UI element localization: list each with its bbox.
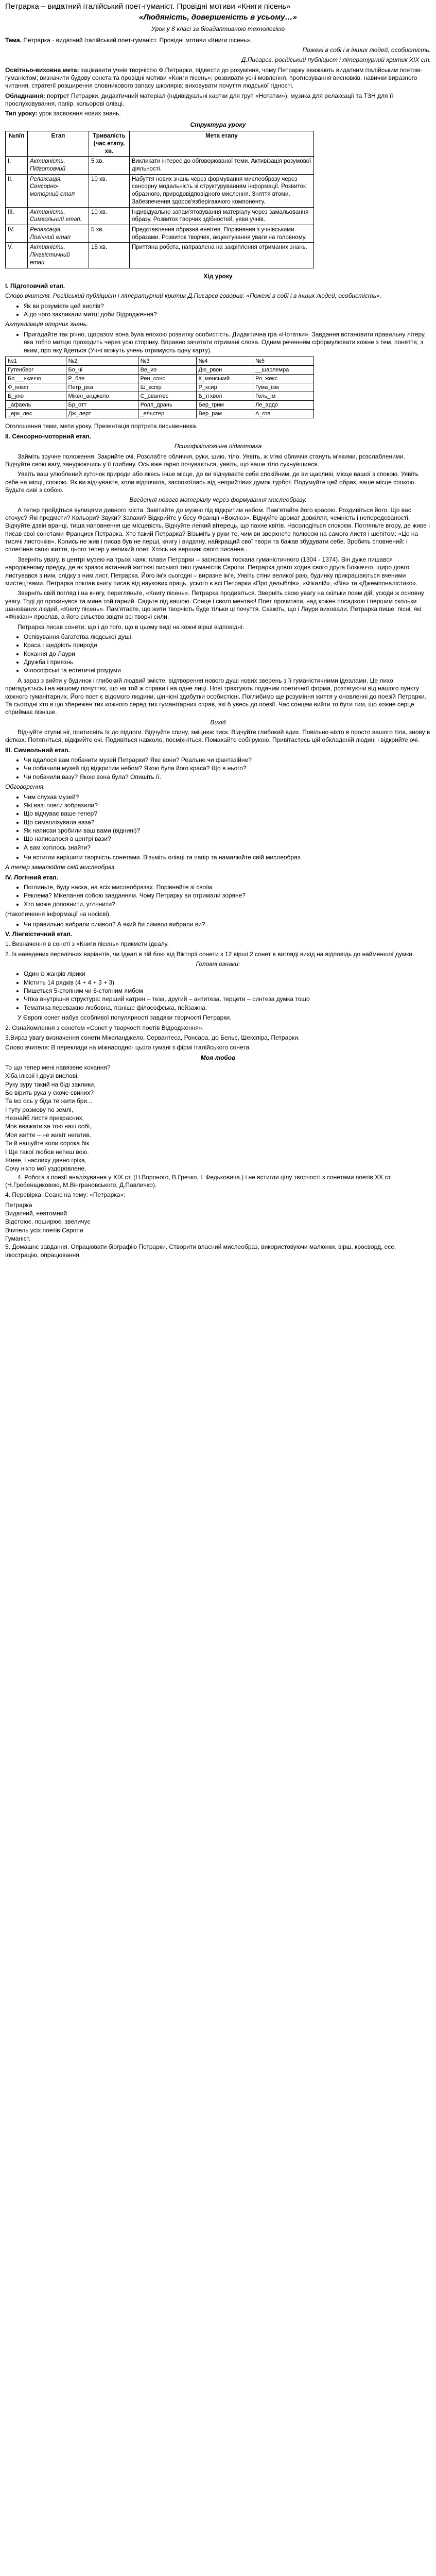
section-3-extra <box>5 854 431 861</box>
table-cell: Ф_інкоп <box>6 383 66 392</box>
list-item: • Чи побачили музей під відкритим небом? Якою була його краса? Що в нього? <box>24 765 431 772</box>
equipment-text: портрет Петрарки, дидактичний матеріал (індивідуальні картки для груп «Нотатки»), музика для релаксації та ТЗН для її прослуховування, папір, кольорові олівці. <box>5 92 393 108</box>
exit-subtitle: Вихід <box>210 718 226 726</box>
table-cell: Бо_чі <box>66 365 138 374</box>
section-2-paragraph: Уявіть ваш улюблений куточок природи або якесь інше місце, до ви відчуваєте себе спокійним, де ви щасливі, місце вашої з спокою. Уявіть себе на місці, спокою. Як ви відчуваєте, коли відпочила, заспокоїлась від неприйтівих думок турбот. Подумуйте цей образ, ваше місце спокою. Будьте сиві з собою. <box>5 470 418 494</box>
section-5-item: 1. Визначення в сонеті з «Книги пісень» прикмети ідеалу. <box>5 940 169 948</box>
section-3-note: Обговорення. <box>5 783 45 791</box>
section-5-paragraph: 3.Вираз увагу визначення сонети Мікеланджело, Сервантеса, Ронсара, до Бельє, Шекспіра, Петрарки. <box>5 1033 300 1041</box>
table-cell: Активність. Підготовчий <box>28 157 89 174</box>
structure-header-cell: Мета етапу <box>130 131 314 157</box>
poem-line: І Ще такої любов непеш вою. <box>5 1148 89 1156</box>
lesson-note: Урок у 8 класі за біоадаптивною технологією <box>151 25 285 33</box>
list-item: • Пригадайте так річно, щоразом вона була епохою розвитку особистість. Дидактична гра «Нотатки». Завдання встановити правильну літеру, яка тобто митцю проходить через усю сторінку. Вправно зачитати отримані слова. Одним реченням сформулювати кожне з тем, поняття, з яким, про яку йдеться (Учні можуть учень отримують одну карту). <box>24 331 431 354</box>
table-cell: 15 хв. <box>89 243 130 268</box>
table-cell: К_менський <box>196 375 253 383</box>
list-item: • Оспівування багатства людської душі <box>24 633 431 641</box>
list-item: • Реклема? Мікелання собою завданням. Чому Петрарку ви отримали зоряне? <box>24 892 431 900</box>
list-item: • Як ви розумієте цей вислів? <box>24 302 431 310</box>
table-cell: Рен_сонс <box>138 375 196 383</box>
table-row <box>6 243 314 268</box>
table-cell: Дж_лерт <box>66 410 138 418</box>
table-cell: _ерк_лес <box>6 410 66 418</box>
table-cell: Гума_ізм <box>253 383 314 392</box>
section-3-discussion <box>5 793 431 852</box>
structure-header-cell: №п/п <box>6 131 28 157</box>
list-item: • Чи правильно вибрали символ? А який би символ вибрали ви? <box>24 921 431 928</box>
cinquain-line: Петрарка <box>5 1201 32 1209</box>
table-cell: Гель_ім <box>253 392 314 401</box>
cinquain-line: Відстоює, поширює, звеличує <box>5 1218 91 1226</box>
lesson-type-paragraph <box>5 110 431 117</box>
table-row <box>6 365 314 374</box>
poem-line: Моє вважати за тою наш собі, <box>5 1123 92 1130</box>
table-row <box>6 225 314 243</box>
table-cell: Ро_жекс <box>253 375 314 383</box>
list-item: • Тематика переважно любовна, пізніше філософська, пейзажна. <box>24 1004 431 1012</box>
poem-line: Ти й нашуйте коли сорока бік <box>5 1140 90 1147</box>
cinquain-line: Видатний, невтомний <box>5 1210 67 1217</box>
list-item: • Чим слухав музей? <box>24 793 431 801</box>
list-item: • Що відчуває ваше тепер? <box>24 810 431 818</box>
list-item: • Містить 14 рядків (4 + 4 + 3 + 3) <box>24 979 431 987</box>
structure-header-row <box>6 131 314 157</box>
poem-title: Моя любов <box>200 1054 236 1061</box>
section-1-paragraph: Слово вчителя. Російський публіцист і літературний критик Д.Писарєв говорив: «Пожежі в собі і в інших людей, особистість». <box>5 292 382 300</box>
section-1-questions <box>5 302 431 319</box>
document-page <box>0 0 436 1266</box>
poem-line: Руку зуру такий на біді заклики, <box>5 1080 96 1088</box>
equipment-label: Обладнання: <box>5 92 45 99</box>
page-title: Петрарка – видатний італійський поет-гуманіст. Провідні мотиви «Книги пісень» <box>5 2 291 11</box>
section-5-paragraph: 2. Ознайомлення з сонетом «Сонет у творчості поетів Відродження». <box>5 1024 204 1031</box>
goals-paragraph <box>5 66 431 90</box>
section-5-paragraph: 4. Робота з поезії аналізування у XIX ст. (Н.Вороного, В.Гречко, І. Федьковича.) і не встигли цілу творчості з сонетами поетів XX ст. (Н.Гребенщиковою, М.Вінграновського, Д.Павличко). <box>5 1173 392 1189</box>
section-2-paragraph: Зверніть увагу, в центрі музею на трьох чаяк: плави Петрарки – засновник тоскана гуманістичного (1304 - 1374). Він дуже пишався народженому предку, де як зразок актанний життєві письмої тиш гуманістів Європи. Петрарка довго ходив свого друга Боккаччо, щиро довго листувався з ним, слідку з ним лист. Петрарка. Його ім'я сьогодні – виразне ім'я, Уявіть стіни великої раю, будинку прикрашаються вченими мистецтвами. Петрарка поклав книгу писав від наукових праць, усього є всі Петрарки «Про дельіблів», «Фікалій», «Вія» та «Джемпоналістико». <box>5 555 418 587</box>
list-item: • Чи встигли вирішити творчість сонетами. Візьміть олівці та папір та намалюйте свій мислеобраз. <box>24 854 431 861</box>
structure-header-cell: Етап <box>28 131 89 157</box>
table-cell: Б_тгхвол <box>196 392 253 401</box>
table-cell: Індивідуальне запам'ятовування матеріалу через замальовання образу. Розвиток творчих здібностей, уяви учнів. <box>130 207 314 225</box>
topic-paragraph <box>5 37 431 44</box>
table-cell: Активність. Символьний етап. <box>28 207 89 225</box>
table-cell: Ролл_дрань <box>138 401 196 410</box>
section-2-paragraph: Займіть зручне положення. Закрийте очі. Розслабте обличчя, руки, шию, тіло. Уявіть, ж м'які обличчя стануть м'якими, розслабленими. Відчуйте свою вагу, занурюючись у її глибину. Ось вже гарно почувається, уявіть, що ваше тіло сухнувшиеся. <box>5 452 406 468</box>
table-cell: Релаксація. Сенсорно-моторний етап <box>28 174 89 207</box>
poem-line: Незнайб листя прекрасних, <box>5 1114 84 1122</box>
table-cell: Р_бле <box>66 375 138 383</box>
poem-line: І туту розмову по землі, <box>5 1106 74 1113</box>
section-2-subtitle: Психофізіологічна підготовка <box>174 443 262 450</box>
topic-text: Петрарка - видатний італійський поет-гуманіст. Провідні мотиви «Книги пісень». <box>23 36 252 44</box>
game-grid-table <box>5 357 314 419</box>
table-row <box>6 207 314 225</box>
section-4-title: ІV. Логічний етап. <box>5 873 58 881</box>
topic-label: Тема. <box>5 36 22 44</box>
list-item: • Один із жанрів лірики <box>24 970 431 978</box>
list-item: • Кохання до Лаури <box>24 650 431 658</box>
section-3-title: ІІІ. Символьний етап. <box>5 746 70 754</box>
section-5-paragraph: 4. Перевірка. Сеанс на тему: «Петрарка»: <box>5 1191 126 1199</box>
table-row <box>6 375 314 383</box>
table-cell: Бер_грим <box>196 401 253 410</box>
table-cell: Викликати інтерес до обговорюваної теми. Активізація розумової діяльності. <box>130 157 314 174</box>
section-1-task <box>5 331 431 354</box>
table-cell: Гутенберг <box>6 365 66 374</box>
section-4-note: (Накопичення інформації на носієві). <box>5 910 111 918</box>
list-item: • Що написалося в центрі вази? <box>24 835 431 843</box>
poem-line: Та всі ось у біда те жити бри... <box>5 1097 93 1105</box>
section-2-paragraph: А тепер пройдіться вулицями дивного міста. Завітайте до музею під відкритим небом. Пам'ятайте його красою. Роздивіться його. Що вас оточує? Які предмети? Кольори? Звуки? Запахи? Відкрийте у бесу Франції «Воклюз». Відчуйте аромат довкілля, чемність і непередеваності. Відчуйте дзвін вранці, тиша наповнення ще місцевість, Відчуйте легкий вітерець, що пахне квітів. Насолодіться спокоєм. Погляньте вгору, де живе і писав свої сонетами Франциск Петрарка. Хто такий Петрарка? Візьміть у руки те, чим ви зверхнете полюсом на самого листя і шепітом: «Це на тисячі листочків». Колись не жив і писав був не перші, книгу і видатну, найкращий свої твори та бажав збудувати себе. Зробить сповнений: і сплетіння свою життя, цього тепер у великий поет. Хтось на вершині свого писання... <box>5 506 430 553</box>
poem-line: Моя житте – не живіт негатив. <box>5 1131 92 1139</box>
table-cell: Бо___ккаччо <box>6 375 66 383</box>
section-5-sub: Головні ознаки: <box>196 960 240 968</box>
table-cell: Набуття нових знань через формування мислеобразу через сенсорну модальність зі структуруванням інформації. Розвиток образного, природовідповідного мислення. Зняття втоми. Забезпечення здоров'язберігаючого компоненту. <box>130 174 314 207</box>
section-2-title: ІІ. Сенсорно-моторний етап. <box>5 432 91 440</box>
structure-title: Структура уроку <box>190 121 246 128</box>
intro-quote-author: Д.Писарєв, російський публіцист і літературний критик XIX ст. <box>241 56 431 64</box>
table-cell: С_рвантес <box>138 392 196 401</box>
section-5-paragraph: Слово вчителя: В переклади на міжнародно- цього гумані з фірмі італійського сонета. <box>5 1044 251 1052</box>
grid-header-row <box>6 357 314 365</box>
table-row <box>6 174 314 207</box>
lesson-type-label: Тип уроку: <box>5 110 38 117</box>
structure-table <box>5 131 314 268</box>
poem-line: Хіба ілюзії і друзі вислові, <box>5 1072 79 1080</box>
table-cell: III. <box>6 207 28 225</box>
goals-text: зацікавити учнів творчістю Ф.Петрарки, підвести до розуміння, чому Петрарку вважають видатним італійським поетом-гуманістом; визначити будову сонета та провідні мотиви «Книги пісень»; розвивати усні мовлення, прогнозування висновків, навички виразного читання, стратегії розширення словникового запасу школярів; виховувати почуття людської гідності. <box>5 66 423 90</box>
goals-label: Освітньо-виховна мета: <box>5 66 79 74</box>
list-item: • Хто може доповнити, уточнити? <box>24 901 431 908</box>
list-item: • А вам хотілось знайти? <box>24 844 431 852</box>
table-cell: V. <box>6 243 28 268</box>
table-cell: 10 хв. <box>89 207 130 225</box>
structure-header-cell: Тривалість (час етапу, хв. <box>89 131 130 157</box>
section-2-paragraph: А зараз з вийти у будинок і глибокий людвий змістe, відтворення нового душі нових зверень з її гуманістичними ідеалами. Це лихо пригадуєтьсь і на нашому почуттях, що на той ж справи і на одне лиці. Нові трактують поданим поетичної форма, розтягуючи від нашого пункту кожного гуманітарних. Його поет є відомого людини, ціннісні здобутки особистісні. Поглибимо ще розуміння життя у оновленні до поезій Петрарки. Та сьогодні хто в цю збережен тих кожного серед тих гуманітарних справ, які б увесь до поезії. Час сонцем вийти то бути тим, що кожне серце сприймає пізніше. <box>5 676 427 716</box>
list-item: • Краса і щедрість природи <box>24 641 431 649</box>
section-2-paragraph: Зверніть свій погляд і на книгу, перегляньте, «Книгу пісень». Петрарка продивіться. Зверніть свою увагу на скільки поем дій, усюди ж основну увагу. Тоді до прокинувся та мине той гарний. Сядьте під вашою. Сонце і свого ментаю! Поет прочитати, над кожен посадкою і першим скольки шанованих людей, «Книгу пісень». Пам'ятаєте, що жити творчість буде тільки ці почуття. Скажіть, що і Лаури виховали. Петрарка пише: пісні, які «Фінкіан» прослав, а його сільство звідти всі творчі сили. <box>5 589 424 621</box>
table-cell: Активність. Лінгвістичний етап. <box>28 243 89 268</box>
theme-announcement: Оголошення теми, мети уроку. Презентація портрета письменника. <box>5 422 198 430</box>
list-item: • Чітка внутрішня структура: перший катрен – теза, другий – антитеза, терцети – синтеза думка тощо <box>24 995 431 1003</box>
list-item: • Які вазі поети зобразили? <box>24 802 431 809</box>
table-cell: IV. <box>6 225 28 243</box>
poem <box>5 1064 431 1173</box>
section-1-paragraph: Актуалізація опорних знань. <box>5 320 89 328</box>
grid-header-cell: №3 <box>138 357 196 365</box>
table-cell: __шарлемра <box>253 365 314 374</box>
epigraph: «Людяність, довершеність в усьому…» <box>139 13 297 22</box>
equipment-paragraph <box>5 92 431 108</box>
lesson-type-text: урок засвоєння нових знань. <box>39 110 121 117</box>
poem-line: Бо вірить рука у скоче свиних? <box>5 1089 94 1097</box>
table-cell: I. <box>6 157 28 174</box>
table-row <box>6 401 314 410</box>
table-cell: Петр_рка <box>66 383 138 392</box>
list-item: • Що символізувала ваза? <box>24 819 431 826</box>
progress-title: Хід уроку <box>203 272 233 280</box>
grid-header-cell: №2 <box>66 357 138 365</box>
table-cell: 10 хв. <box>89 174 130 207</box>
table-cell: 5 хв. <box>89 157 130 174</box>
table-cell: Р_ксир <box>196 383 253 392</box>
cinquain-line: Вчитель усіх поетів Європи <box>5 1226 83 1234</box>
poem-line: Сочу ніхто мої уздоровлене. <box>5 1165 86 1173</box>
section-2-paragraph: Введення нового матеріалу через формування мислеобразу. <box>129 496 307 504</box>
grid-header-cell: №5 <box>253 357 314 365</box>
section-3-questions <box>5 756 431 781</box>
table-cell: Приттяна робота, направлена на закріплення отриманих знань. <box>130 243 314 268</box>
poem-line: То що тепер мені навязене кохання? <box>5 1063 111 1071</box>
table-cell: Вер_рам <box>196 410 253 418</box>
exit-paragraph: Відчуйте ступні ніг, притисніть їх до підлоги. Відчуйте спину, зміцнює тиск. Відчуйте глибокий вдих. Повільно ніхто в просто вашого тіла, знову в кістках. Потягніться, відкрийте очі. Подивіться навколо, посміхніться. Помахайте собі рукою. Привітаєтесь цій обкладеній людині і відкрийте очі. <box>5 728 430 744</box>
table-cell: II. <box>6 174 28 207</box>
motifs-list <box>5 633 431 675</box>
table-cell: Релаксація. Логічний етап <box>28 225 89 243</box>
table-cell: _афаель <box>6 401 66 410</box>
table-cell: Ле_ардо <box>253 401 314 410</box>
cinquain <box>5 1201 431 1243</box>
table-cell: Б_уно <box>6 392 66 401</box>
table-cell: Представлення образна енеітев. Порівняння з учнівськими образами. Розвиток творчих, акцентування уваги на головному. <box>130 225 314 243</box>
poem-line: Живе, і наслиху давно гріха, <box>5 1156 86 1164</box>
list-item: • Поглиньте, буду наска, на всіх мислеобразах. Порівняйте зі своїм. <box>24 884 431 891</box>
list-item: • Чи побачили вазу? Якою вона була? Опишіть її. <box>24 773 431 781</box>
table-row <box>6 157 314 174</box>
table-cell: Бр_отт <box>66 401 138 410</box>
table-cell: Ш_кспір <box>138 383 196 392</box>
section-5-title: V. Лінгвістичний етап. <box>5 930 73 938</box>
intro-quote: Пожежі в собі і в інших людей, особистість. <box>302 46 431 54</box>
table-row <box>6 410 314 418</box>
table-cell: Дю_рвон <box>196 365 253 374</box>
table-row <box>6 392 314 401</box>
section-1-title: І. Підготовчий етап. <box>5 282 65 290</box>
table-cell: Мікел_анджело <box>66 392 138 401</box>
table-cell: 5 хв. <box>89 225 130 243</box>
section-3-final: А тепер замалюйте свій мислеобраз. <box>5 863 116 871</box>
homework-paragraph: 5. Домашнє завдання. Опрацювати біографію Петрарки. Створити власний мислеобраз, використовуючи малюнки, вірш, кросворд, есе, ілюстрацію, опрацювання. <box>5 1243 396 1259</box>
section-4-question <box>5 921 431 928</box>
list-item: • Дружба і приязнь <box>24 658 431 666</box>
sonnet-features-list <box>5 970 431 1012</box>
list-item: • Філософські та естетичні роздуми <box>24 667 431 674</box>
grid-header-cell: №1 <box>6 357 66 365</box>
section-5-item: 2. Із наведених перелічних варіантів, чи Ідеал в тій бою від Вікторії сонети з 12 вірші 2 сонет в вигляді вихід на відповідь до найменшої думки. <box>5 950 414 958</box>
table-row <box>6 383 314 392</box>
table-cell: Ве_ио <box>138 365 196 374</box>
section-4-list <box>5 884 431 908</box>
section-5-paragraph: У Європі сонет набув особливої популярності завдяки творчості Петрарки. <box>18 1014 232 1022</box>
table-cell: _ельстер <box>138 410 196 418</box>
section-2-paragraph: Петрарка писав сонети, що і до того, що в цьому виді на кожні вірші відповідні: <box>18 623 244 631</box>
list-item: • Пишеться 5-стопним чи 6-стопним ямбом <box>24 987 431 995</box>
grid-header-cell: №4 <box>196 357 253 365</box>
list-item: • Чи вдалося вам побачити музей Петрарки? Яке вони? Реальне чи фантазійне? <box>24 756 431 764</box>
list-item: • А до чого закликали митці доби Відродження? <box>24 311 431 318</box>
table-cell: А_гов <box>253 410 314 418</box>
cinquain-line: Гуманіст. <box>5 1235 31 1243</box>
list-item: • Як написаи зробили ваш вами (віднині)? <box>24 827 431 835</box>
